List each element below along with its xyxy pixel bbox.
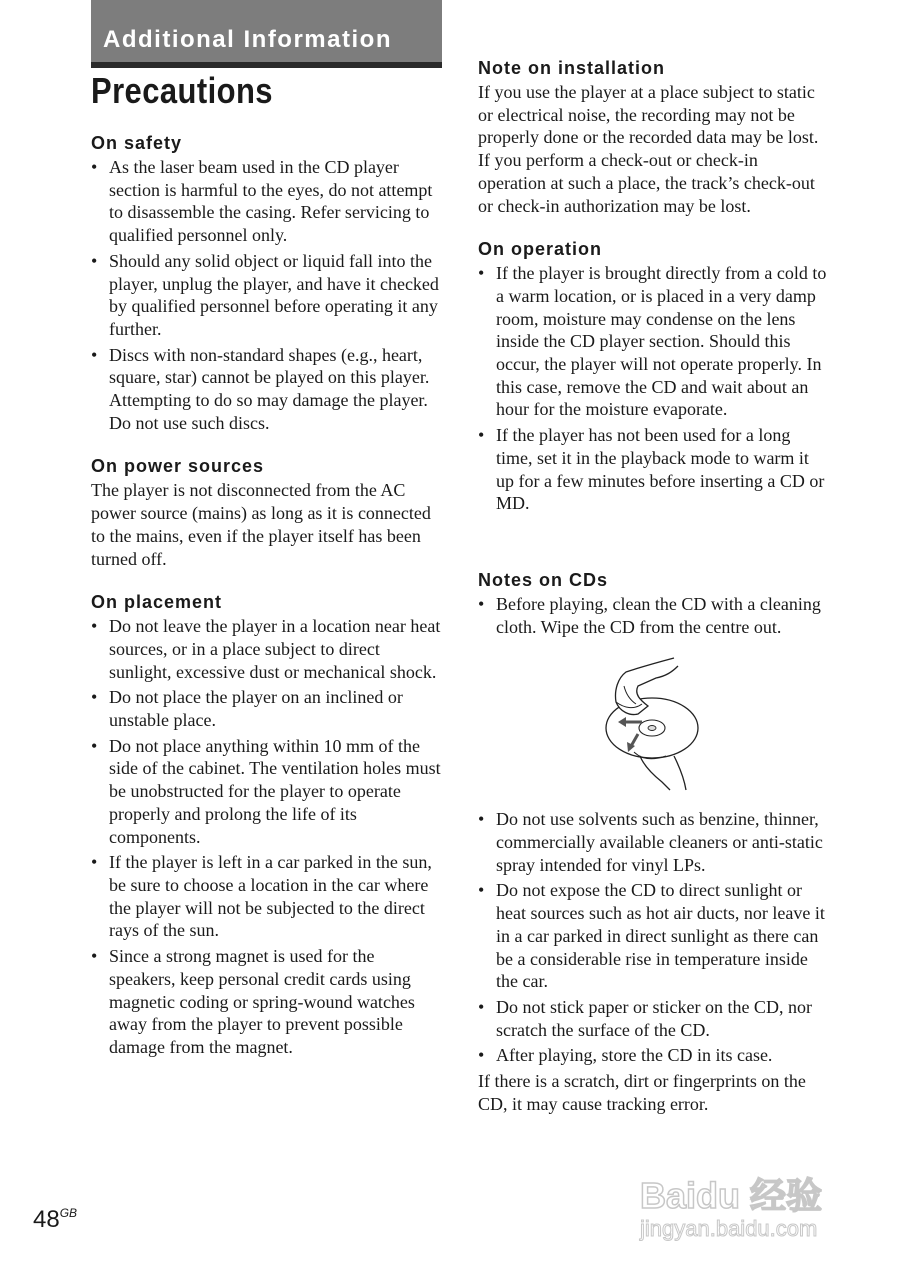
list-item: • After playing, store the CD in its case. (478, 1044, 830, 1067)
note-on-installation-heading: Note on installation (478, 58, 666, 78)
on-operation-heading: On operation (478, 239, 602, 260)
list-item: • Discs with non-standard shapes (e.g., heart, square, star) cannot be played on this player. Attempting to do so may damage the player. Do not use such discs. (91, 344, 443, 435)
page-title: Precautions (91, 70, 273, 111)
on-placement-section (91, 591, 443, 1058)
cd-cleaning-illustration (478, 654, 830, 794)
on-operation-list (478, 262, 830, 515)
cd-cleaning-icon (604, 656, 714, 792)
notes-on-cds-closing-text: If there is a scratch, dirt or fingerprints on the CD, it may cause tracking error. (478, 1071, 806, 1114)
right-column (478, 57, 830, 1137)
page-number-suffix: GB (59, 1206, 78, 1220)
notes-on-cds-heading: Notes on CDs (478, 569, 609, 590)
on-placement-list (91, 615, 443, 1058)
list-item: • Do not stick paper or sticker on the CD, nor scratch the surface of the CD. (478, 996, 830, 1041)
on-power-sources-section (91, 455, 443, 570)
list-item: • Do not expose the CD to direct sunlight or heat sources such as hot air ducts, nor leave it in a car parked in direct sunlight as there can be a considerable rise in temperature inside the car. (478, 879, 830, 993)
page-number (33, 1206, 77, 1234)
watermark-url: jingyan.baidu.com (640, 1216, 818, 1241)
on-power-sources-heading: On power sources (91, 456, 265, 477)
list-item: • If the player is brought directly from a cold to a warm location, or is placed in a very damp room, moisture may condense on the lens inside the CD player section. Should this occur, the player will not operate properly. In this case, remove the CD and wait about an hour for the moisture evaporate. (478, 262, 830, 421)
watermark (640, 1160, 870, 1250)
list-item: • If the player has not been used for a long time, set it in the playback mode to warm it up for a few minutes before inserting a CD or MD. (478, 424, 830, 515)
note-on-installation-section (478, 57, 830, 217)
notes-on-cds-list-top (478, 593, 830, 638)
on-power-sources-text: The player is not disconnected from the AC power source (mains) as long as it is connected to the mains, even if the player itself has been turned off. (91, 480, 431, 569)
on-operation-section (478, 238, 830, 515)
section-banner (91, 0, 442, 68)
note-on-installation-text: If you use the player at a place subject to static or electrical noise, the recording may not be properly done or the recorded data may be lost. If you perform a check-out or check-in operation at such a place, the track’s check-out or check-in authorization may be lost. (478, 82, 819, 216)
watermark-logo: Baidu 经验 (640, 1175, 823, 1216)
list-item: • If the player is left in a car parked in the sun, be sure to choose a location in the car where the player will not be subjected to the direct rays of the sun. (91, 851, 443, 942)
section-label: Additional Information (103, 26, 392, 53)
list-item: • Since a strong magnet is used for the speakers, keep personal credit cards using magnetic coding or spring-wound watches away from the player to prevent possible damage from the magnet. (91, 945, 443, 1059)
on-placement-heading: On placement (91, 592, 223, 613)
notes-on-cds-list-bottom (478, 808, 830, 1067)
list-item: • Do not leave the player in a location near heat sources, or in a place subject to direct sunlight, excessive dust or mechanical shock. (91, 615, 443, 683)
list-item: • Should any solid object or liquid fall into the player, unplug the player, and have it checked by qualified personnel before operating it any further. (91, 250, 443, 341)
on-safety-section (91, 132, 443, 434)
list-item: • Do not place the player on an inclined or unstable place. (91, 686, 443, 731)
list-item: • Do not place anything within 10 mm of the side of the cabinet. The ventilation holes must be unobstructed for the player to operate properly and prolong the life of its components. (91, 735, 443, 849)
list-item: • Do not use solvents such as benzine, thinner, commercially available cleaners or anti-static spray intended for vinyl LPs. (478, 808, 830, 876)
on-safety-list (91, 156, 443, 434)
list-item: • Before playing, clean the CD with a cleaning cloth. Wipe the CD from the centre out. (478, 593, 830, 638)
page-number-value: 48 (33, 1206, 60, 1233)
notes-on-cds-section (478, 569, 830, 1116)
left-column (91, 132, 443, 1080)
list-item: • As the laser beam used in the CD player section is harmful to the eyes, do not attempt to disassemble the casing. Refer servicing to qualified personnel only. (91, 156, 443, 247)
on-safety-heading: On safety (91, 133, 183, 153)
